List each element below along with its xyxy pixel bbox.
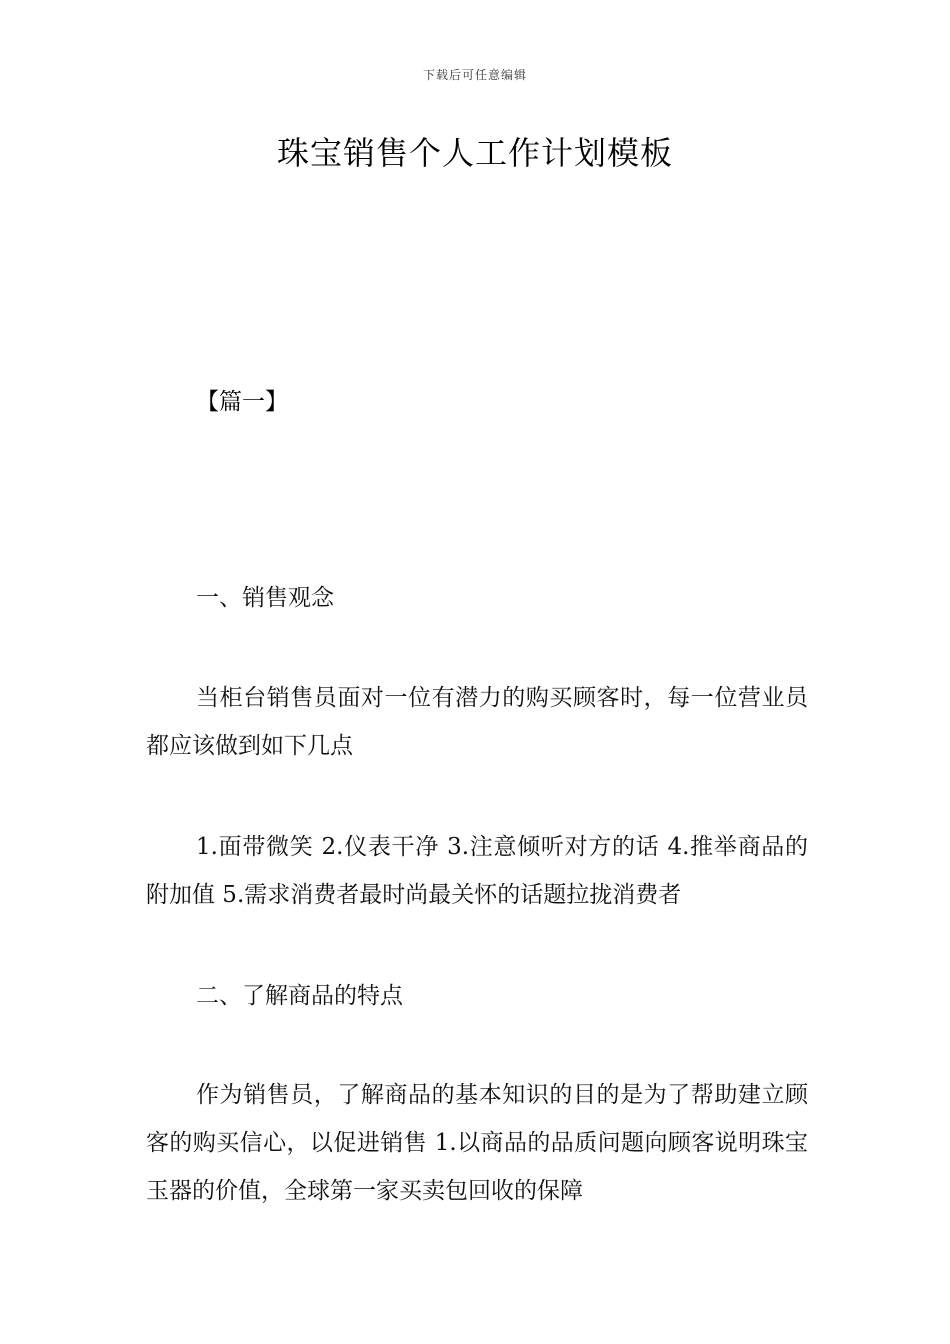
document-title: 珠宝销售个人工作计划模板: [276, 134, 673, 172]
section-heading-sales-concept: 一、销售观念: [196, 585, 334, 611]
section-heading-product-features: 二、了解商品的特点: [196, 983, 403, 1009]
paragraph-sales-concept: 当柜台销售员面对一位有潜力的购买顾客时，每一位营业员都应该做到如下几点: [146, 685, 808, 759]
paragraph-sales-points: 1.面带微笑 2.仪表干净 3.注意倾听对方的话 4.推举商品的附加值 5.需求消费者最时尚最关怀的话题拉拢消费者: [146, 834, 808, 908]
section-label: 【篇一】: [196, 389, 288, 415]
header-note: 下载后可任意编辑: [422, 68, 527, 82]
paragraph-product-knowledge: 作为销售员，了解商品的基本知识的目的是为了帮助建立顾客的购买信心，以促进销售 1.以商品的品质问题向顾客说明珠宝玉器的价值，全球第一家买卖包回收的保障: [146, 1082, 808, 1204]
